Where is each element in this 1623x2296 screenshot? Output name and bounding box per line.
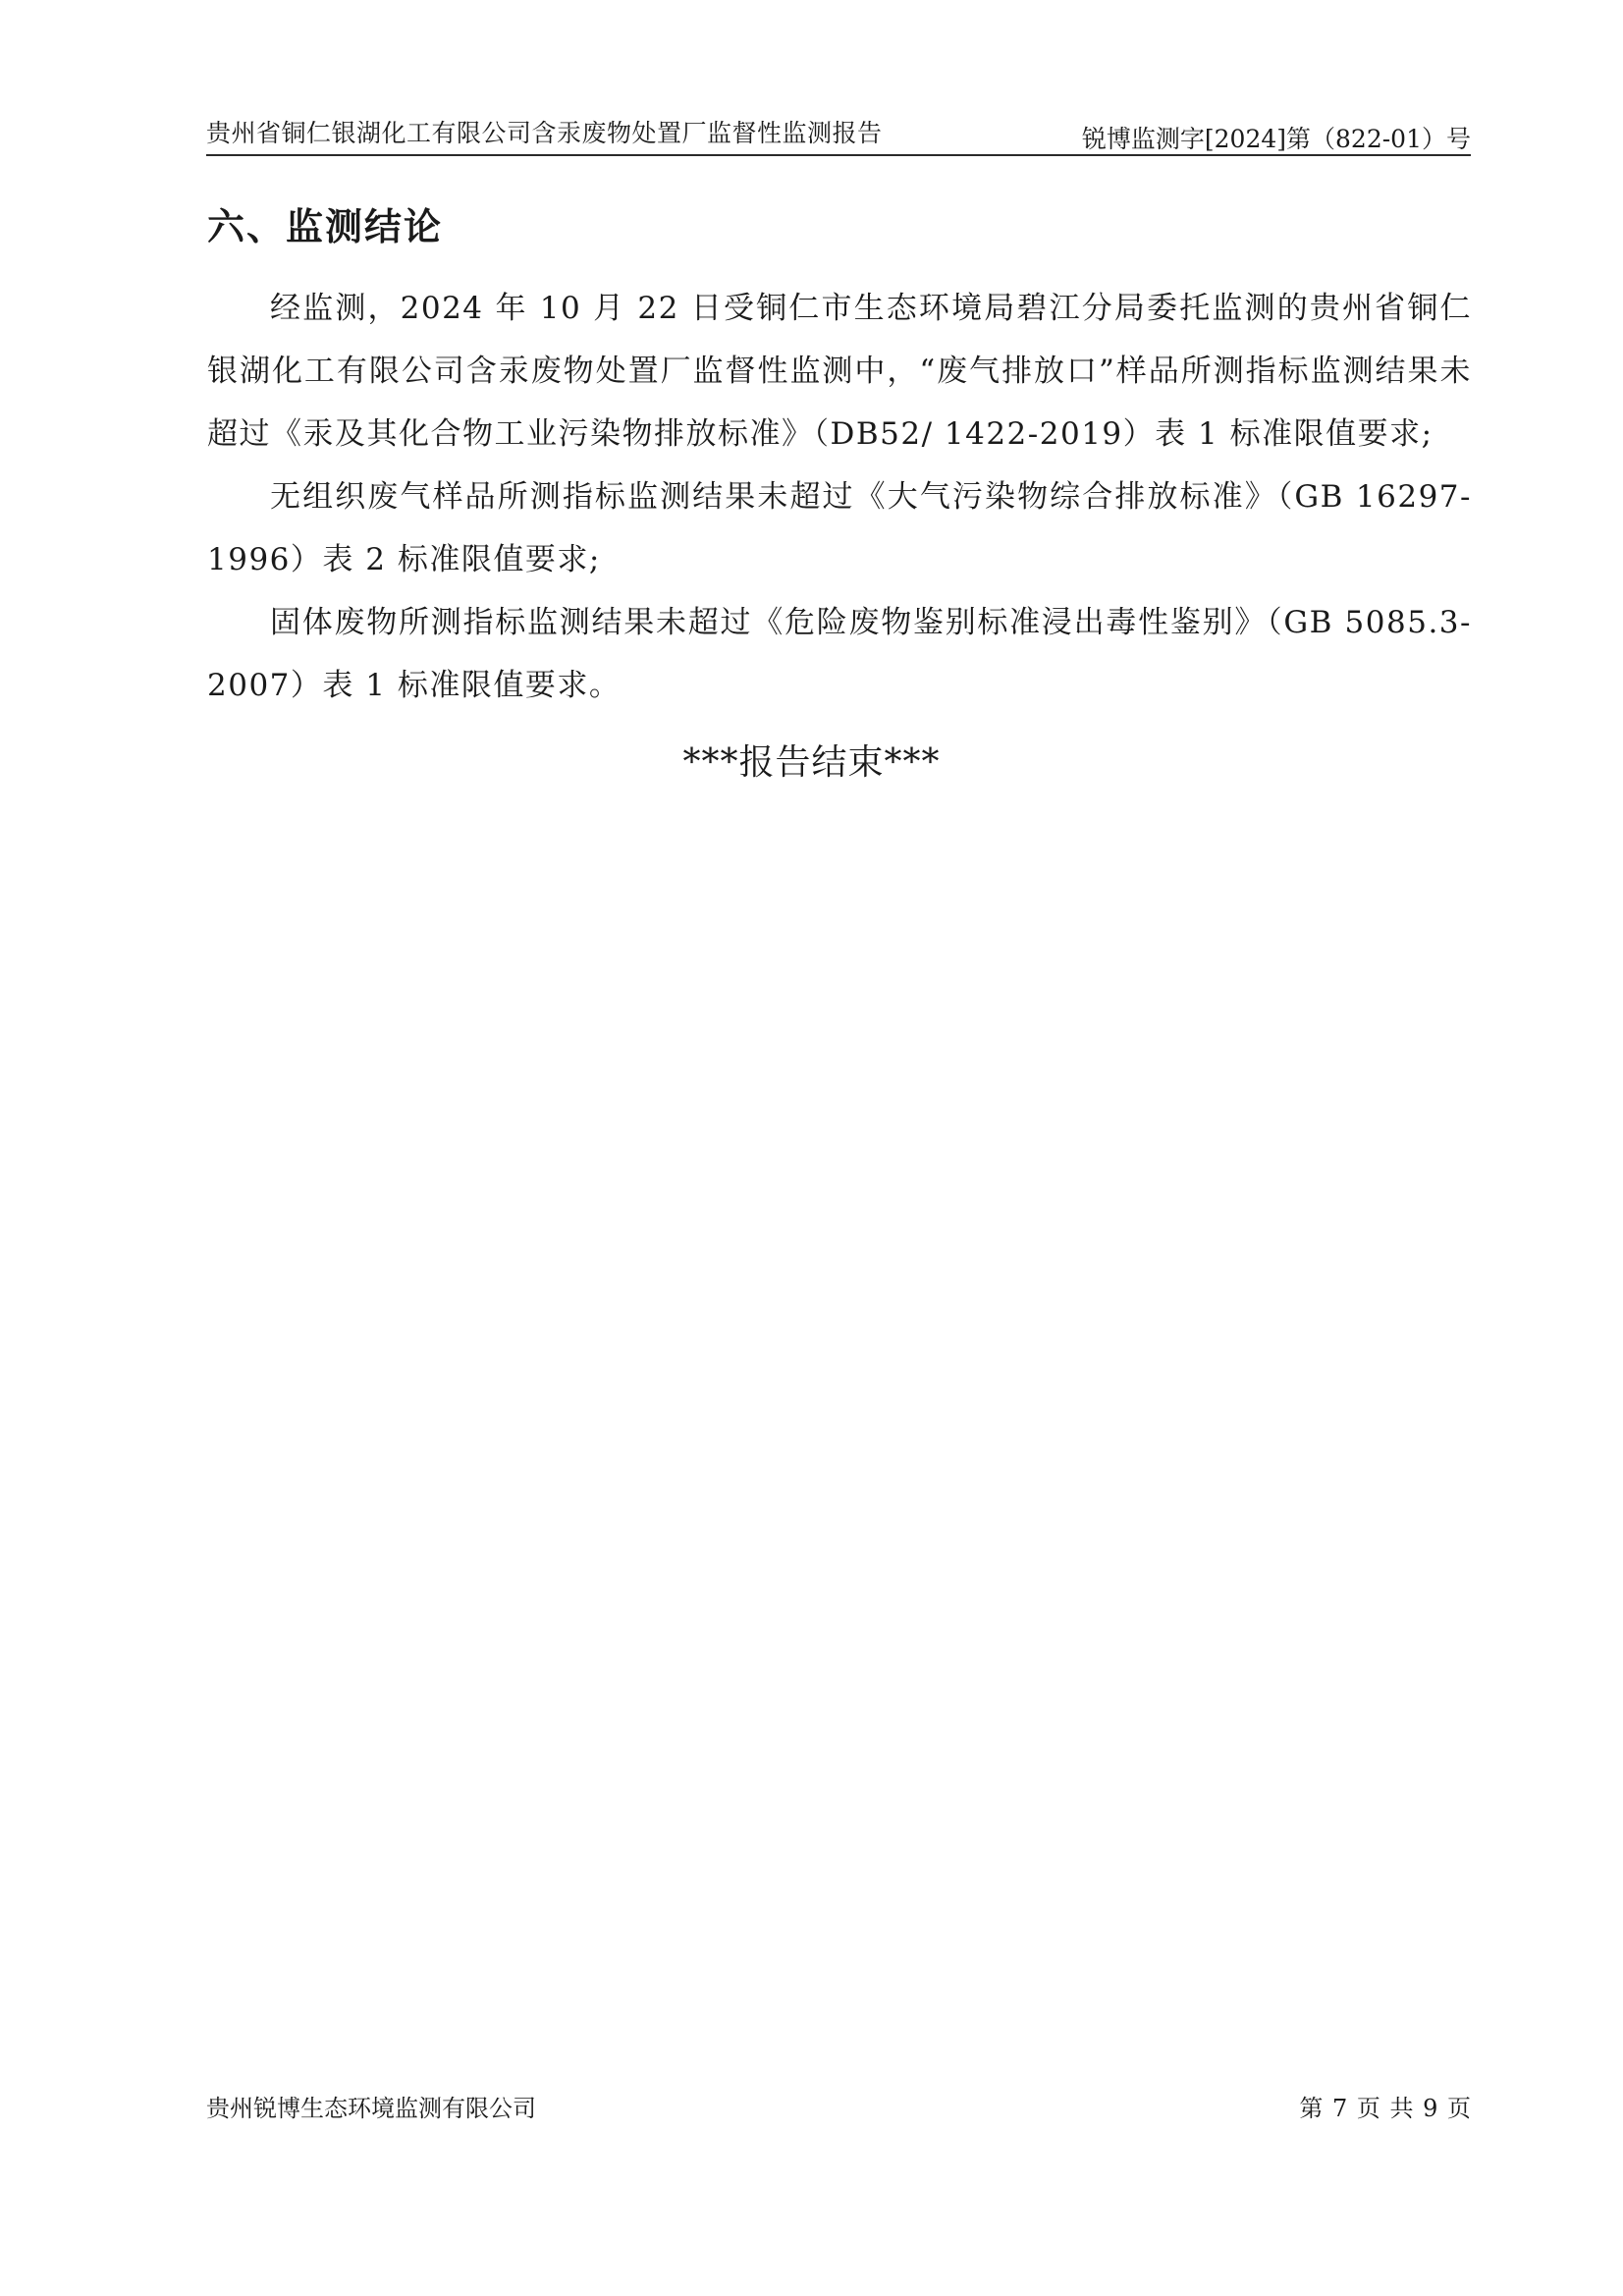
report-end-mark: ***报告结束***	[682, 742, 941, 783]
conclusion-paragraph-solid-waste: 固体废物所测指标监测结果未超过《危险废物鉴别标准浸出毒性鉴别》（GB 5085.3-2007）表 1 标准限值要求。	[207, 605, 1472, 703]
conclusion-paragraph-fugitive: 无组织废气样品所测指标监测结果未超过《大气污染物综合排放标准》（GB 16297-1996）表 2 标准限值要求;	[207, 479, 1472, 577]
section-title: 六、监测结论	[207, 205, 444, 248]
report-title-header: 贵州省铜仁银湖化工有限公司含汞废物处置厂监督性监测报告	[206, 119, 883, 147]
report-number: 锐博监测字[2024]第（822-01）号	[1081, 125, 1471, 153]
conclusion-paragraph-exhaust: 经监测，2024 年 10 月 22 日受铜仁市生态环境局碧江分局委托监测的贵州省铜仁银湖化工有限公司含汞废物处置厂监督性监测中，“废气排放口”样品所测指标监测结果未超过《汞及其化合物工业污染物排放标准》（DB52/ 1422-2019）表 1 标准限值要求;	[207, 291, 1472, 452]
header-divider	[206, 154, 1471, 156]
footer-page-number: 第 7 页 共 9 页	[1299, 2095, 1471, 2122]
page-header	[206, 110, 1471, 155]
footer-company: 贵州锐博生态环境监测有限公司	[206, 2095, 536, 2122]
